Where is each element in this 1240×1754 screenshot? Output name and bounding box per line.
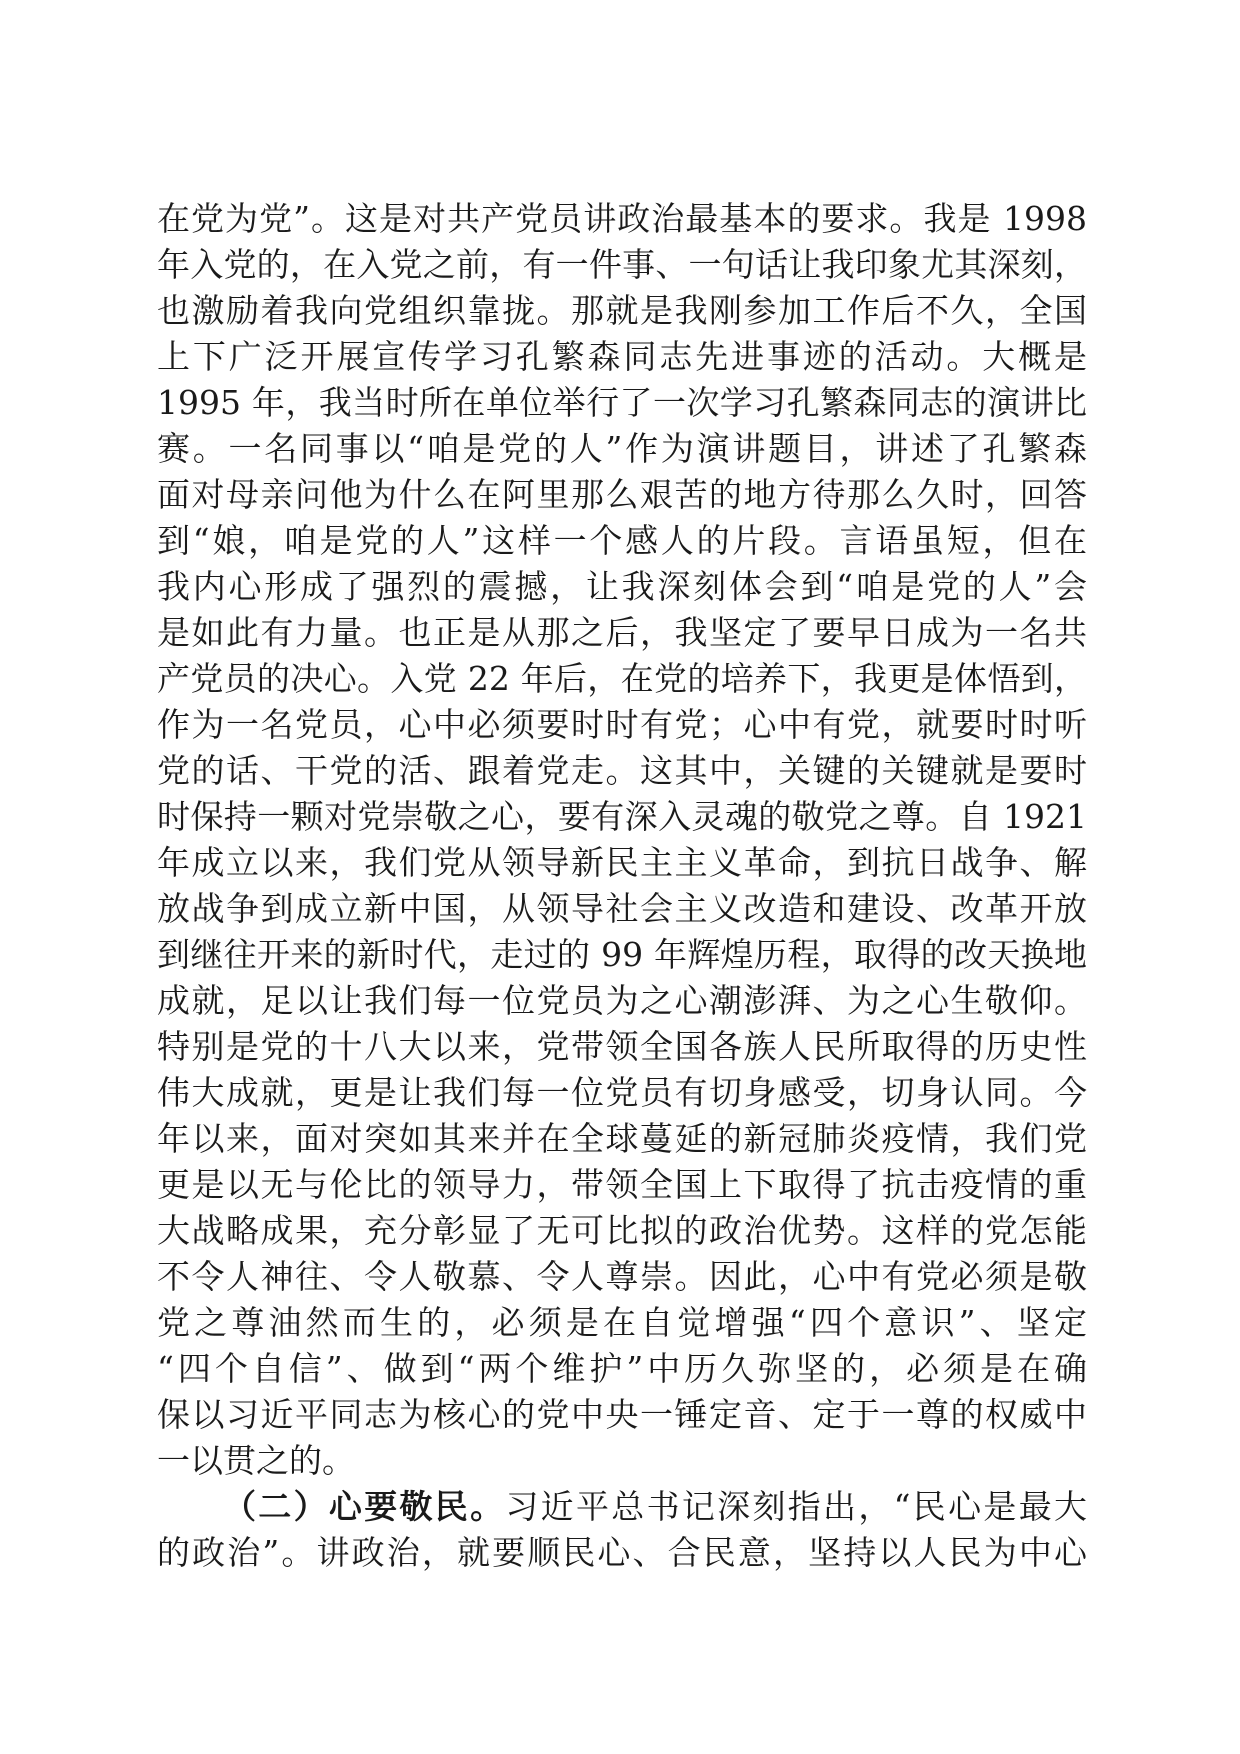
section-heading-line (157, 1484, 1087, 1530)
text-fragment: 习近平总书记深刻指出，“民心是最大 (505, 1487, 1087, 1526)
text-line: 产党员的决心。入党 22 年后，在党的培养下，我更是体悟到， (157, 659, 1087, 698)
text-line: 时保持一颗对党崇敬之心，要有深入灵魂的敬党之尊。自 1921 (157, 797, 1087, 836)
text-line: 特别是党的十八大以来，党带领全国各族人民所取得的历史性 (157, 1027, 1087, 1066)
text-line: 党的话、干党的活、跟着党走。这其中，关键的关键就是要时 (157, 751, 1087, 790)
text-line: 到继往开来的新时代，走过的 99 年辉煌历程，取得的改天换地 (157, 935, 1087, 974)
text-line: 我内心形成了强烈的震撼，让我深刻体会到“咱是党的人”会 (157, 567, 1087, 606)
text-line: 成就，足以让我们每一位党员为之心潮澎湃、为之心生敬仰。 (157, 981, 1087, 1020)
text-line: 1995 年，我当时所在单位举行了一次学习孔繁森同志的演讲比 (157, 383, 1087, 422)
text-line: 党之尊油然而生的，必须是在自觉增强“四个意识”、坚定 (157, 1303, 1087, 1342)
text-line: 面对母亲问他为什么在阿里那么艰苦的地方待那么久时，回答 (157, 475, 1087, 514)
text-line: 伟大成就，更是让我们每一位党员有切身感受，切身认同。今 (157, 1073, 1087, 1112)
text-line: 在党为党”。这是对共产党员讲政治最基本的要求。我是 1998 (157, 199, 1087, 238)
text-line: “四个自信”、做到“两个维护”中历久弥坚的，必须是在确 (157, 1349, 1087, 1388)
text-line: 的政治”。讲政治，就要顺民心、合民意，坚持以人民为中心 (157, 1533, 1087, 1572)
text-line: 大战略成果，充分彰显了无可比拟的政治优势。这样的党怎能 (157, 1211, 1087, 1250)
text-line: 更是以无与伦比的领导力，带领全国上下取得了抗击疫情的重 (157, 1165, 1087, 1204)
text-line: 年成立以来，我们党从领导新民主主义革命，到抗日战争、解 (157, 843, 1087, 882)
text-line: 上下广泛开展宣传学习孔繁森同志先进事迹的活动。大概是 (157, 337, 1087, 376)
section-heading: （二）心要敬民。 (223, 1487, 506, 1526)
text-line: 也激励着我向党组织靠拢。那就是我刚参加工作后不久，全国 (157, 291, 1087, 330)
text-line: 年以来，面对突如其来并在全球蔓延的新冠肺炎疫情，我们党 (157, 1119, 1087, 1158)
text-line: 一以贯之的。 (157, 1441, 355, 1480)
text-line: 赛。一名同事以“咱是党的人”作为演讲题目，讲述了孔繁森 (157, 429, 1087, 468)
text-line: 放战争到成立新中国，从领导社会主义改造和建设、改革开放 (157, 889, 1087, 928)
text-line: 作为一名党员，心中必须要时时有党；心中有党，就要时时听 (157, 705, 1087, 744)
text-line: 到“娘，咱是党的人”这样一个感人的片段。言语虽短，但在 (157, 521, 1087, 560)
text-line: 保以习近平同志为核心的党中央一锤定音、定于一尊的权威中 (157, 1395, 1087, 1434)
text-line: 不令人神往、令人敬慕、令人尊崇。因此，心中有党必须是敬 (157, 1257, 1087, 1296)
text-line: 是如此有力量。也正是从那之后，我坚定了要早日成为一名共 (157, 613, 1087, 652)
body-text (157, 196, 1087, 1576)
text-line: 年入党的，在入党之前，有一件事、一句话让我印象尤其深刻， (157, 245, 1087, 284)
